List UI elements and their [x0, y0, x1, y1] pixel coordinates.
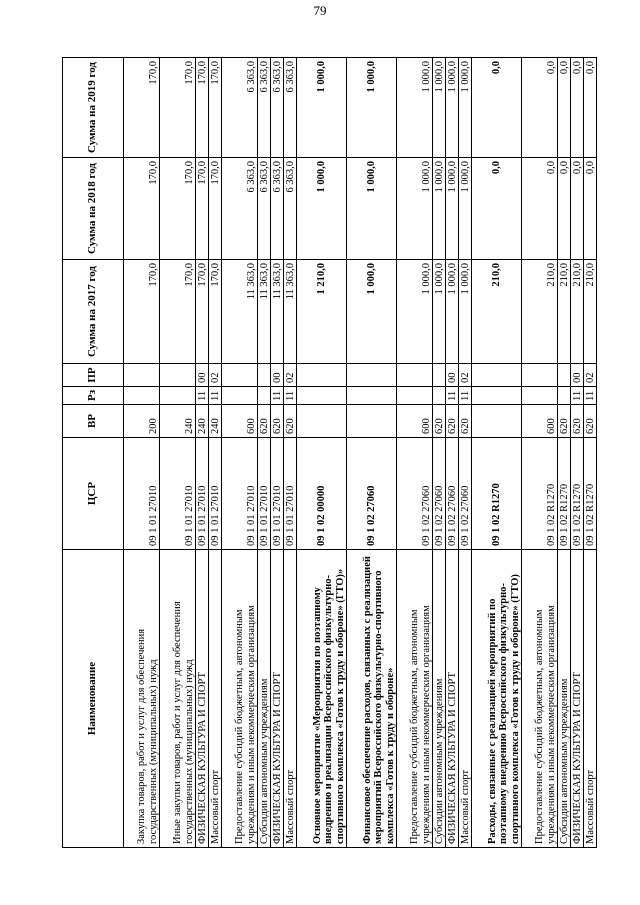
cell-sum-2018: 6 363,0 [258, 158, 271, 260]
cell-sum-2017: 11 363,0 [271, 260, 284, 364]
cell-rz [297, 387, 347, 405]
cell-vr: 620 [271, 405, 284, 438]
cell-csr: 09 1 01 27010 [271, 438, 284, 550]
cell-sum-2017: 1 000,0 [446, 260, 459, 364]
cell-pr: 02 [209, 364, 222, 387]
table-row [347, 58, 397, 848]
cell-pr [124, 364, 160, 387]
cell-name: Расходы, связанные с реализацией мероприятий по поэтапному внедрению Всероссийского физкультурно-спортивного комплекса «Готов к труду и обороне» (ГТО) [472, 550, 522, 848]
cell-csr: 09 1 02 R1270 [472, 438, 522, 550]
cell-csr: 09 1 02 27060 [446, 438, 459, 550]
cell-name: ФИЗИЧЕСКАЯ КУЛЬТУРА И СПОРТ [196, 550, 209, 848]
cell-rz: 11 [209, 387, 222, 405]
cell-name: Субсидии автономным учреждениям [558, 550, 571, 848]
cell-pr: 00 [571, 364, 584, 387]
cell-rz [258, 387, 271, 405]
cell-name: Массовый спорт [459, 550, 472, 848]
cell-rz [433, 387, 446, 405]
cell-csr: 09 1 02 R1270 [584, 438, 597, 550]
cell-rz [397, 387, 433, 405]
cell-sum-2017: 210,0 [584, 260, 597, 364]
cell-pr [522, 364, 558, 387]
table-body [124, 58, 597, 848]
cell-vr: 620 [446, 405, 459, 438]
cell-name: ФИЗИЧЕСКАЯ КУЛЬТУРА И СПОРТ [571, 550, 584, 848]
table-row [209, 58, 222, 848]
cell-csr: 09 1 01 27010 [258, 438, 271, 550]
cell-pr: 00 [196, 364, 209, 387]
cell-csr: 09 1 01 27010 [209, 438, 222, 550]
table-row [160, 58, 196, 848]
table-row [297, 58, 347, 848]
cell-sum-2017: 170,0 [209, 260, 222, 364]
cell-rz [124, 387, 160, 405]
cell-pr [472, 364, 522, 387]
table-row [584, 58, 597, 848]
cell-sum-2017: 11 363,0 [284, 260, 297, 364]
table-row [397, 58, 433, 848]
cell-pr: 02 [584, 364, 597, 387]
cell-sum-2019: 1 000,0 [433, 58, 446, 158]
cell-sum-2018: 1 000,0 [397, 158, 433, 260]
cell-sum-2019: 0,0 [558, 58, 571, 158]
cell-sum-2019: 170,0 [196, 58, 209, 158]
cell-pr [397, 364, 433, 387]
cell-sum-2017: 1 210,0 [297, 260, 347, 364]
cell-rz: 11 [459, 387, 472, 405]
cell-sum-2017: 1 000,0 [459, 260, 472, 364]
cell-sum-2019: 170,0 [124, 58, 160, 158]
cell-rz: 11 [584, 387, 597, 405]
cell-csr: 09 1 01 27010 [284, 438, 297, 550]
table-row [258, 58, 271, 848]
cell-sum-2018: 170,0 [209, 158, 222, 260]
cell-sum-2019: 6 363,0 [222, 58, 258, 158]
cell-vr [472, 405, 522, 438]
cell-vr: 600 [222, 405, 258, 438]
cell-vr: 620 [558, 405, 571, 438]
column-header-name: Наименование [63, 550, 124, 848]
cell-sum-2018: 6 363,0 [284, 158, 297, 260]
cell-sum-2018: 1 000,0 [459, 158, 472, 260]
cell-rz [558, 387, 571, 405]
cell-sum-2017: 170,0 [160, 260, 196, 364]
cell-sum-2018: 0,0 [558, 158, 571, 260]
table-row [459, 58, 472, 848]
cell-sum-2019: 1 000,0 [459, 58, 472, 158]
cell-rz: 11 [284, 387, 297, 405]
cell-rz: 11 [571, 387, 584, 405]
table-row [196, 58, 209, 848]
cell-vr: 620 [433, 405, 446, 438]
cell-csr: 09 1 02 R1270 [522, 438, 558, 550]
cell-vr: 240 [209, 405, 222, 438]
cell-name: Предоставление субсидий бюджетным, автономным учреждениям и иным некоммерческим организациям [397, 550, 433, 848]
cell-name: Субсидии автономным учреждениям [258, 550, 271, 848]
column-header-csr: ЦСР [63, 438, 124, 550]
cell-sum-2017: 210,0 [571, 260, 584, 364]
table-row [433, 58, 446, 848]
cell-csr: 09 1 01 27010 [160, 438, 196, 550]
rotated-table-container [62, 58, 596, 848]
cell-csr: 09 1 01 27010 [222, 438, 258, 550]
cell-vr: 620 [284, 405, 297, 438]
cell-rz: 11 [196, 387, 209, 405]
table-row [522, 58, 558, 848]
cell-sum-2017: 1 000,0 [433, 260, 446, 364]
cell-csr: 09 1 02 27060 [397, 438, 433, 550]
cell-pr: 02 [459, 364, 472, 387]
cell-rz: 11 [271, 387, 284, 405]
cell-sum-2019: 170,0 [209, 58, 222, 158]
column-header-vr: ВР [63, 405, 124, 438]
table-row [284, 58, 297, 848]
cell-pr [160, 364, 196, 387]
cell-vr: 620 [584, 405, 597, 438]
table-row [271, 58, 284, 848]
cell-name: ФИЗИЧЕСКАЯ КУЛЬТУРА И СПОРТ [446, 550, 459, 848]
column-header-rz: Рз [63, 387, 124, 405]
cell-sum-2018: 0,0 [584, 158, 597, 260]
cell-sum-2018: 170,0 [160, 158, 196, 260]
cell-pr: 02 [284, 364, 297, 387]
cell-vr: 600 [397, 405, 433, 438]
cell-sum-2018: 1 000,0 [446, 158, 459, 260]
cell-name: Массовый спорт [284, 550, 297, 848]
cell-sum-2018: 0,0 [472, 158, 522, 260]
cell-vr: 200 [124, 405, 160, 438]
cell-vr: 620 [459, 405, 472, 438]
cell-csr: 09 1 02 R1270 [571, 438, 584, 550]
cell-csr: 09 1 02 27060 [433, 438, 446, 550]
cell-sum-2018: 170,0 [124, 158, 160, 260]
cell-csr: 09 1 02 R1270 [558, 438, 571, 550]
cell-sum-2019: 6 363,0 [271, 58, 284, 158]
cell-sum-2019: 6 363,0 [258, 58, 271, 158]
cell-sum-2018: 6 363,0 [271, 158, 284, 260]
cell-name: Закупка товаров, работ и услуг для обеспечения государственных (муниципальных) нужд [124, 550, 160, 848]
cell-name: ФИЗИЧЕСКАЯ КУЛЬТУРА И СПОРТ [271, 550, 284, 848]
cell-pr [433, 364, 446, 387]
cell-pr: 00 [271, 364, 284, 387]
table-row [472, 58, 522, 848]
cell-name: Массовый спорт [209, 550, 222, 848]
cell-rz [522, 387, 558, 405]
cell-sum-2019: 6 363,0 [284, 58, 297, 158]
cell-sum-2019: 170,0 [160, 58, 196, 158]
cell-csr: 09 1 01 27010 [124, 438, 160, 550]
cell-vr: 240 [196, 405, 209, 438]
cell-pr [258, 364, 271, 387]
cell-sum-2019: 1 000,0 [397, 58, 433, 158]
cell-vr: 620 [258, 405, 271, 438]
cell-rz [347, 387, 397, 405]
cell-csr: 09 1 02 00000 [297, 438, 347, 550]
cell-sum-2018: 0,0 [571, 158, 584, 260]
cell-sum-2019: 1 000,0 [446, 58, 459, 158]
cell-pr [297, 364, 347, 387]
cell-sum-2018: 1 000,0 [433, 158, 446, 260]
cell-sum-2018: 6 363,0 [222, 158, 258, 260]
cell-sum-2017: 1 000,0 [347, 260, 397, 364]
cell-name: Предоставление субсидий бюджетным, автономным учреждениям и иным некоммерческим организациям [222, 550, 258, 848]
cell-name: Предоставление субсидий бюджетным, автономным учреждениям и иным некоммерческим организациям [522, 550, 558, 848]
column-header-sum-2019: Сумма на 2019 год [63, 58, 124, 158]
cell-sum-2018: 1 000,0 [297, 158, 347, 260]
column-header-sum-2018: Сумма на 2018 год [63, 158, 124, 260]
cell-sum-2017: 11 363,0 [258, 260, 271, 364]
cell-rz [160, 387, 196, 405]
cell-sum-2017: 11 363,0 [222, 260, 258, 364]
cell-rz [472, 387, 522, 405]
table-row [571, 58, 584, 848]
cell-pr: 00 [446, 364, 459, 387]
cell-csr: 09 1 02 27060 [459, 438, 472, 550]
cell-sum-2017: 170,0 [196, 260, 209, 364]
cell-sum-2017: 210,0 [472, 260, 522, 364]
cell-sum-2017: 210,0 [522, 260, 558, 364]
cell-vr [297, 405, 347, 438]
cell-sum-2017: 170,0 [124, 260, 160, 364]
page-number: 79 [313, 3, 327, 18]
cell-name: Финансовое обеспечение расходов, связанных с реализацией мероприятий Всероссийского физкультурно-спортивного комплекса «Готов к труду и обороне» [347, 550, 397, 848]
cell-pr [558, 364, 571, 387]
cell-sum-2019: 0,0 [522, 58, 558, 158]
cell-sum-2019: 0,0 [571, 58, 584, 158]
cell-sum-2019: 1 000,0 [347, 58, 397, 158]
cell-vr [347, 405, 397, 438]
cell-csr: 09 1 02 27060 [347, 438, 397, 550]
table-row [124, 58, 160, 848]
cell-sum-2018: 170,0 [196, 158, 209, 260]
column-header-sum-2017: Сумма на 2017 год [63, 260, 124, 364]
cell-name: Основное мероприятие «Мероприятия по поэтапному внедрению и реализации Всероссийского физкультурно-спортивного комплекса «Готов к труду и обороне» (ГТО)» [297, 550, 347, 848]
cell-sum-2018: 1 000,0 [347, 158, 397, 260]
cell-pr [347, 364, 397, 387]
table-row [446, 58, 459, 848]
cell-name: Иные закупки товаров, работ и услуг для обеспечения государственных (муниципальных) нужд [160, 550, 196, 848]
table-row [558, 58, 571, 848]
cell-name: Субсидии автономным учреждениям [433, 550, 446, 848]
cell-name: Массовый спорт [584, 550, 597, 848]
cell-vr: 600 [522, 405, 558, 438]
cell-sum-2017: 1 000,0 [397, 260, 433, 364]
cell-csr: 09 1 01 27010 [196, 438, 209, 550]
cell-sum-2019: 0,0 [472, 58, 522, 158]
column-header-pr: ПР [63, 364, 124, 387]
budget-table [62, 57, 597, 848]
cell-vr: 620 [571, 405, 584, 438]
cell-sum-2018: 0,0 [522, 158, 558, 260]
cell-sum-2017: 210,0 [558, 260, 571, 364]
cell-pr [222, 364, 258, 387]
cell-vr: 240 [160, 405, 196, 438]
cell-rz [222, 387, 258, 405]
cell-sum-2019: 1 000,0 [297, 58, 347, 158]
cell-sum-2019: 0,0 [584, 58, 597, 158]
cell-rz: 11 [446, 387, 459, 405]
table-header-row [63, 58, 124, 848]
table-row [222, 58, 258, 848]
